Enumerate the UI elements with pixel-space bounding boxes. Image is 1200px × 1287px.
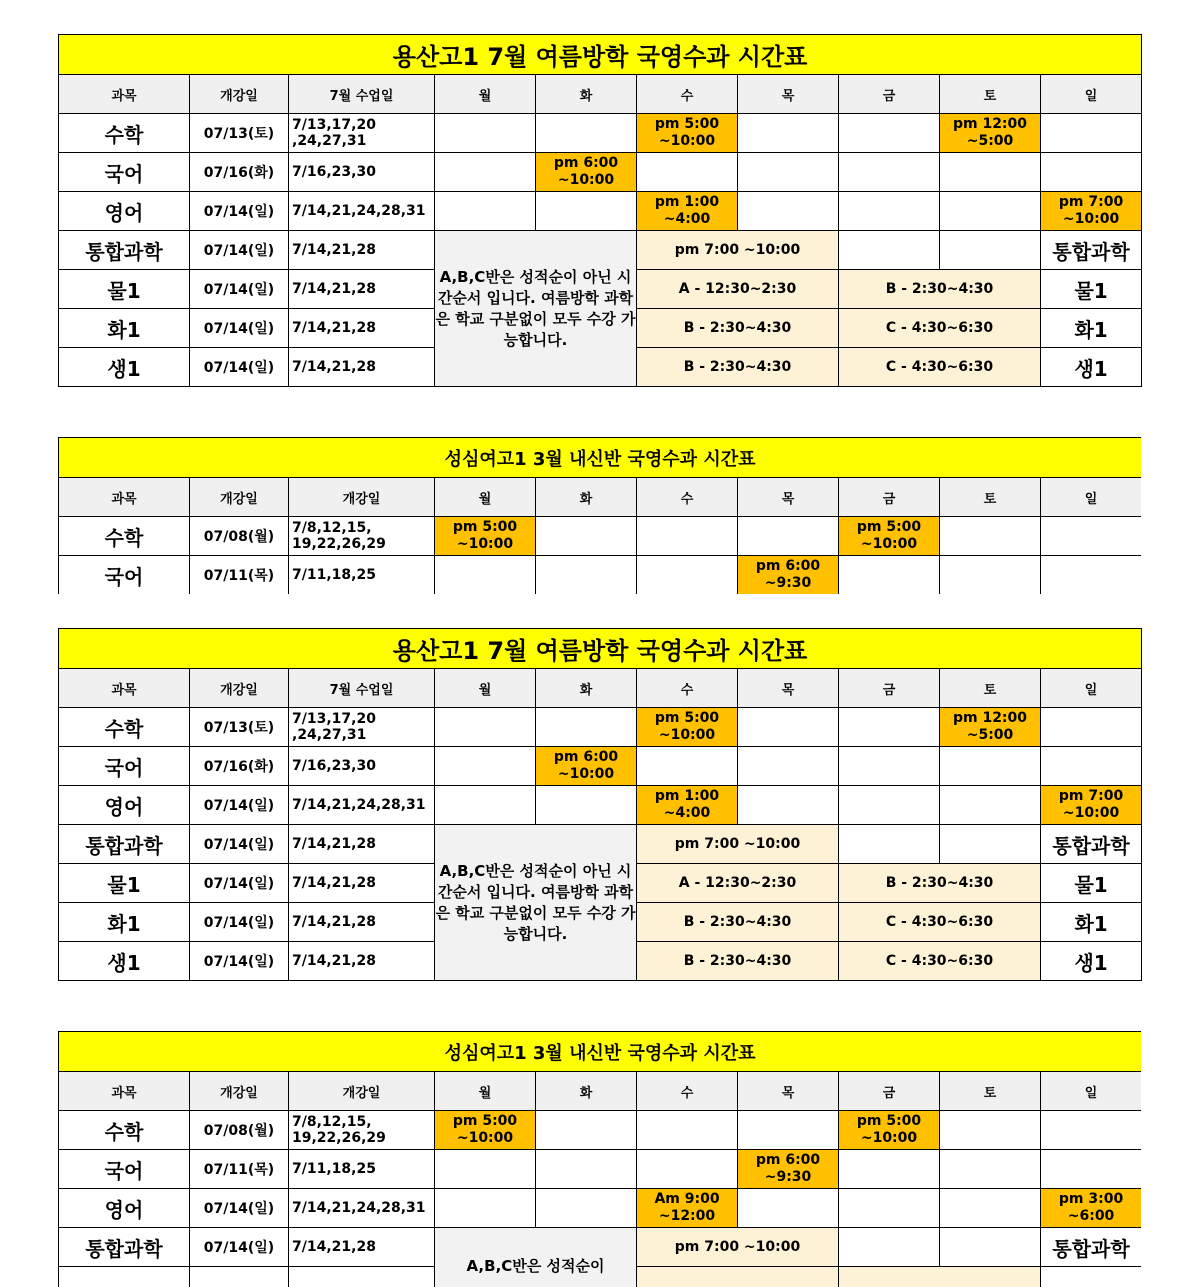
subject-cell-right: 통합과학	[1041, 825, 1142, 864]
start-date-cell: 07/14(일)	[190, 192, 289, 231]
col-header: 개강일	[289, 478, 435, 517]
start-date-cell: 07/08(월)	[190, 1111, 289, 1150]
class-days-cell: 7/14,21,28	[289, 903, 435, 942]
table-row	[59, 114, 1142, 153]
time-slot: Am 9:00 ~12:00	[637, 1189, 738, 1228]
time-slot: pm 1:00 ~4:00	[637, 192, 738, 231]
col-header: 화	[536, 75, 637, 114]
class-days-cell: 7/14,21,28	[289, 309, 435, 348]
subject-cell-right: 생1	[1041, 348, 1142, 387]
time-slot: pm 5:00 ~10:00	[435, 1111, 536, 1150]
subject-cell-right: 화1	[1041, 309, 1142, 348]
time-slot: B - 2:30~4:30	[637, 348, 839, 387]
start-date-cell: 07/14(일)	[190, 1189, 289, 1228]
time-slot: pm 7:00 ~10:00	[1041, 786, 1142, 825]
class-days-cell: 7/11,18,25	[289, 1150, 435, 1189]
schedule-table-sungsim	[58, 437, 1141, 594]
table-row	[59, 1189, 1142, 1228]
col-header: 금	[839, 669, 940, 708]
start-date-cell: 07/16(화)	[190, 747, 289, 786]
subject-cell: 수학	[59, 517, 190, 556]
col-header: 화	[536, 1072, 637, 1111]
class-days-cell: 7/8,12,15, 19,22,26,29	[289, 517, 435, 556]
col-header: 금	[839, 478, 940, 517]
col-header: 토	[940, 75, 1041, 114]
start-date-cell: 07/14(일)	[190, 864, 289, 903]
class-days-cell: 7/13,17,20 ,24,27,31	[289, 114, 435, 153]
time-slot: B - 2:30~4:30	[637, 903, 839, 942]
col-header: 개강일	[289, 1072, 435, 1111]
time-slot: B - 2:30~4:30	[637, 942, 839, 981]
start-date-cell: 07/14(일)	[190, 348, 289, 387]
subject-cell: 국어	[59, 556, 190, 595]
table-row	[59, 825, 1142, 864]
science-note: A,B,C반은 성적순이	[435, 1228, 637, 1287]
time-slot: C - 4:30~6:30	[839, 942, 1041, 981]
col-header: 과목	[59, 478, 190, 517]
subject-cell-right: 물1	[1041, 864, 1142, 903]
col-header: 월	[435, 1072, 536, 1111]
time-slot: B - 2:30~4:30	[839, 864, 1041, 903]
subject-cell: 생1	[59, 942, 190, 981]
subject-cell-right: 통합과학	[1041, 231, 1142, 270]
col-header: 과목	[59, 669, 190, 708]
subject-cell: 통합과학	[59, 1228, 190, 1267]
class-days-cell: 7/14,21,28	[289, 825, 435, 864]
col-header: 개강일	[190, 1072, 289, 1111]
col-header: 금	[839, 75, 940, 114]
col-header: 월	[435, 669, 536, 708]
class-days-cell: 7/16,23,30	[289, 747, 435, 786]
subject-cell: 화1	[59, 309, 190, 348]
class-days-cell: 7/8,12,15, 19,22,26,29	[289, 1111, 435, 1150]
col-header: 금	[839, 1072, 940, 1111]
start-date-cell: 07/14(일)	[190, 1228, 289, 1267]
time-slot: A - 12:30~2:30	[637, 864, 839, 903]
col-header: 토	[940, 1072, 1041, 1111]
science-note: A,B,C반은 성적순이 아닌 시간순서 입니다. 여름방학 과학은 학교 구분없이 모두 수강 가능합니다.	[435, 231, 637, 387]
class-days-cell: 7/14,21,28	[289, 270, 435, 309]
subject-cell: 통합과학	[59, 825, 190, 864]
col-header: 수	[637, 478, 738, 517]
table-row	[59, 153, 1142, 192]
table-row	[59, 556, 1142, 595]
start-date-cell: 07/13(토)	[190, 708, 289, 747]
start-date-cell: 07/13(토)	[190, 114, 289, 153]
start-date-cell: 07/11(목)	[190, 556, 289, 595]
subject-cell-right: 생1	[1041, 942, 1142, 981]
time-slot: pm 5:00 ~10:00	[637, 114, 738, 153]
table-title: 용산고1 7월 여름방학 국영수과 시간표	[59, 35, 1142, 75]
start-date-cell: 07/14(일)	[190, 942, 289, 981]
col-header: 일	[1041, 478, 1142, 517]
col-header: 목	[738, 75, 839, 114]
table-row	[59, 517, 1142, 556]
col-header: 개강일	[190, 75, 289, 114]
class-days-cell: 7/16,23,30	[289, 153, 435, 192]
subject-cell: 국어	[59, 1150, 190, 1189]
subject-cell: 영어	[59, 1189, 190, 1228]
table-title: 용산고1 7월 여름방학 국영수과 시간표	[59, 629, 1142, 669]
col-header: 화	[536, 669, 637, 708]
start-date-cell: 07/14(일)	[190, 231, 289, 270]
subject-cell: 영어	[59, 192, 190, 231]
col-header: 목	[738, 478, 839, 517]
time-slot: pm 6:00 ~10:00	[536, 747, 637, 786]
start-date-cell: 07/14(일)	[190, 309, 289, 348]
table-row	[59, 708, 1142, 747]
col-header: 7월 수업일	[289, 75, 435, 114]
subject-cell: 물1	[59, 270, 190, 309]
time-slot: pm 7:00 ~10:00	[1041, 192, 1142, 231]
subject-cell: 영어	[59, 786, 190, 825]
time-slot: pm 12:00 ~5:00	[940, 114, 1041, 153]
time-slot: C - 4:30~6:30	[839, 348, 1041, 387]
col-header: 월	[435, 478, 536, 517]
subject-cell: 수학	[59, 1111, 190, 1150]
time-slot: pm 6:00 ~9:30	[738, 556, 839, 595]
col-header: 일	[1041, 75, 1142, 114]
time-slot: pm 1:00 ~4:00	[637, 786, 738, 825]
start-date-cell: 07/16(화)	[190, 153, 289, 192]
subject-cell: 수학	[59, 114, 190, 153]
class-days-cell: 7/11,18,25	[289, 556, 435, 595]
start-date-cell: 07/14(일)	[190, 825, 289, 864]
col-header: 7월 수업일	[289, 669, 435, 708]
class-days-cell: 7/14,21,28	[289, 348, 435, 387]
subject-cell: 화1	[59, 903, 190, 942]
table-title: 성심여고1 3월 내신반 국영수과 시간표	[59, 438, 1142, 478]
col-header: 수	[637, 75, 738, 114]
class-days-cell: 7/13,17,20 ,24,27,31	[289, 708, 435, 747]
col-header: 수	[637, 669, 738, 708]
table-row	[59, 231, 1142, 270]
table-row	[59, 1150, 1142, 1189]
schedule-table-yongsan	[58, 34, 1141, 387]
col-header: 토	[940, 478, 1041, 517]
subject-cell: 물1	[59, 864, 190, 903]
table-row	[59, 1111, 1142, 1150]
col-header: 화	[536, 478, 637, 517]
time-slot: pm 6:00 ~10:00	[536, 153, 637, 192]
subject-cell-right: 물1	[1041, 270, 1142, 309]
start-date-cell: 07/14(일)	[190, 270, 289, 309]
col-header: 개강일	[190, 478, 289, 517]
time-slot: pm 7:00 ~10:00	[637, 1228, 839, 1267]
time-slot: B - 2:30~4:30	[839, 270, 1041, 309]
class-days-cell: 7/14,21,24,28,31	[289, 786, 435, 825]
table-row	[59, 1228, 1142, 1267]
subject-cell: 국어	[59, 747, 190, 786]
time-slot: C - 4:30~6:30	[839, 309, 1041, 348]
time-slot: C - 4:30~6:30	[839, 903, 1041, 942]
subject-cell-right: 통합과학	[1041, 1228, 1142, 1267]
schedule-table-yongsan-repeat	[58, 628, 1141, 981]
subject-cell: 수학	[59, 708, 190, 747]
class-days-cell: 7/14,21,24,28,31	[289, 1189, 435, 1228]
time-slot: pm 5:00 ~10:00	[839, 1111, 940, 1150]
time-slot: pm 12:00 ~5:00	[940, 708, 1041, 747]
class-days-cell: 7/14,21,24,28,31	[289, 192, 435, 231]
subject-cell: 생1	[59, 348, 190, 387]
col-header: 토	[940, 669, 1041, 708]
col-header: 일	[1041, 1072, 1142, 1111]
time-slot: pm 5:00 ~10:00	[435, 517, 536, 556]
start-date-cell: 07/14(일)	[190, 786, 289, 825]
col-header: 일	[1041, 669, 1142, 708]
col-header: 과목	[59, 1072, 190, 1111]
col-header: 개강일	[190, 669, 289, 708]
subject-cell: 통합과학	[59, 231, 190, 270]
start-date-cell: 07/11(목)	[190, 1150, 289, 1189]
time-slot: pm 7:00 ~10:00	[637, 825, 839, 864]
schedule-table-sungsim-full	[58, 1031, 1141, 1287]
time-slot: pm 7:00 ~10:00	[637, 231, 839, 270]
col-header: 과목	[59, 75, 190, 114]
start-date-cell: 07/08(월)	[190, 517, 289, 556]
time-slot: pm 6:00 ~9:30	[738, 1150, 839, 1189]
table-row	[59, 786, 1142, 825]
time-slot: pm 5:00 ~10:00	[637, 708, 738, 747]
subject-cell-right: 화1	[1041, 903, 1142, 942]
class-days-cell: 7/14,21,28	[289, 864, 435, 903]
time-slot: B - 2:30~4:30	[637, 309, 839, 348]
table-row	[59, 192, 1142, 231]
subject-cell: 국어	[59, 153, 190, 192]
table-title: 성심여고1 3월 내신반 국영수과 시간표	[59, 1032, 1142, 1072]
col-header: 월	[435, 75, 536, 114]
col-header: 목	[738, 1072, 839, 1111]
science-note: A,B,C반은 성적순이 아닌 시간순서 입니다. 여름방학 과학은 학교 구분없이 모두 수강 가능합니다.	[435, 825, 637, 981]
time-slot: A - 12:30~2:30	[637, 270, 839, 309]
class-days-cell: 7/14,21,28	[289, 231, 435, 270]
start-date-cell: 07/14(일)	[190, 903, 289, 942]
col-header: 목	[738, 669, 839, 708]
class-days-cell: 7/14,21,28	[289, 1228, 435, 1267]
table-row	[59, 747, 1142, 786]
col-header: 수	[637, 1072, 738, 1111]
time-slot: pm 5:00 ~10:00	[839, 517, 940, 556]
time-slot: pm 3:00 ~6:00	[1041, 1189, 1142, 1228]
class-days-cell: 7/14,21,28	[289, 942, 435, 981]
